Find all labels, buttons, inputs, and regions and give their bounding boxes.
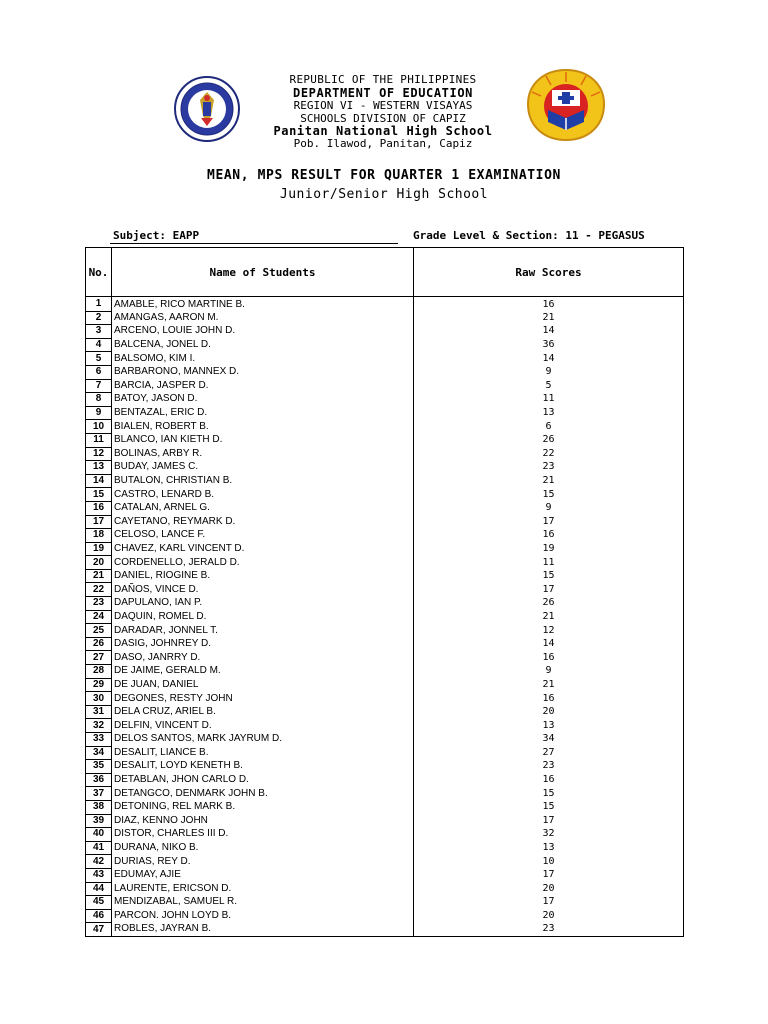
raw-score: 5 [414, 379, 684, 393]
table-row [86, 719, 684, 733]
student-name: DURIAS, REY D. [112, 855, 414, 869]
table-row [86, 828, 684, 842]
raw-score: 10 [414, 855, 684, 869]
student-name: CHAVEZ, KARL VINCENT D. [112, 542, 414, 556]
table-row [86, 637, 684, 651]
table-row [86, 923, 684, 937]
raw-score: 21 [414, 311, 684, 325]
table-row [86, 393, 684, 407]
raw-score: 34 [414, 733, 684, 747]
table-row [86, 515, 684, 529]
row-number: 36 [86, 773, 112, 787]
row-number: 32 [86, 719, 112, 733]
student-name: AMANGAS, AARON M. [112, 311, 414, 325]
raw-score: 16 [414, 651, 684, 665]
student-name: DANIEL, RIOGINE B. [112, 569, 414, 583]
subject-underline [110, 243, 398, 244]
row-number: 47 [86, 923, 112, 937]
student-name: LAURENTE, ERICSON D. [112, 882, 414, 896]
table-row [86, 855, 684, 869]
raw-score: 21 [414, 474, 684, 488]
row-number: 2 [86, 311, 112, 325]
subject-label: Subject: EAPP [113, 229, 200, 242]
col-header-no: No. [86, 248, 112, 297]
student-name: DURANA, NIKO B. [112, 841, 414, 855]
raw-score: 23 [414, 923, 684, 937]
row-number: 31 [86, 705, 112, 719]
row-number: 28 [86, 665, 112, 679]
student-name: DAÑOS, VINCE D. [112, 583, 414, 597]
student-name: DE JUAN, DANIEL [112, 678, 414, 692]
student-name: DASIG, JOHNREY D. [112, 637, 414, 651]
row-number: 7 [86, 379, 112, 393]
row-number: 22 [86, 583, 112, 597]
raw-score: 16 [414, 773, 684, 787]
table-row [86, 311, 684, 325]
table-row [86, 787, 684, 801]
row-number: 1 [86, 297, 112, 312]
scores-table [85, 247, 684, 937]
raw-score: 9 [414, 665, 684, 679]
student-name: DESALIT, LIANCE B. [112, 746, 414, 760]
row-number: 10 [86, 420, 112, 434]
raw-score: 23 [414, 760, 684, 774]
table-row [86, 597, 684, 611]
student-name: ARCEÑO, LOUIE JOHN D. [112, 325, 414, 339]
col-header-name: Name of Students [112, 248, 414, 297]
raw-score: 13 [414, 841, 684, 855]
student-name: PARCON. JOHN LOYD B. [112, 909, 414, 923]
row-number: 15 [86, 488, 112, 502]
raw-score: 14 [414, 637, 684, 651]
table-row [86, 746, 684, 760]
raw-score: 26 [414, 433, 684, 447]
row-number: 3 [86, 325, 112, 339]
student-name: DE JAIME, GERALD M. [112, 665, 414, 679]
row-number: 23 [86, 597, 112, 611]
row-number: 14 [86, 474, 112, 488]
row-number: 6 [86, 365, 112, 379]
raw-score: 17 [414, 515, 684, 529]
school-address: Pob. Ilawod, Panitan, Capiz [293, 137, 473, 150]
table-row [86, 338, 684, 352]
student-name: BATOY, JASON D. [112, 393, 414, 407]
student-name: BUDAY, JAMES C. [112, 461, 414, 475]
student-name: AMABLE, RICO MARTINE B. [112, 297, 414, 312]
row-number: 12 [86, 447, 112, 461]
raw-score: 14 [414, 325, 684, 339]
row-number: 41 [86, 841, 112, 855]
col-header-score: Raw Scores [414, 248, 684, 297]
raw-score: 32 [414, 828, 684, 842]
raw-score: 12 [414, 624, 684, 638]
table-row [86, 733, 684, 747]
table-row [86, 814, 684, 828]
row-number: 26 [86, 637, 112, 651]
school-name: Panitan National High School [273, 124, 493, 138]
division-heading: SCHOOLS DIVISION OF CAPIZ [300, 112, 466, 125]
table-row [86, 406, 684, 420]
row-number: 39 [86, 814, 112, 828]
row-number: 25 [86, 624, 112, 638]
raw-score: 22 [414, 447, 684, 461]
table-row [86, 352, 684, 366]
school-logo [526, 68, 606, 142]
row-number: 33 [86, 733, 112, 747]
raw-score: 16 [414, 692, 684, 706]
student-name: BENTAZAL, ERIC D. [112, 406, 414, 420]
table-row [86, 325, 684, 339]
table-row [86, 882, 684, 896]
table-row [86, 433, 684, 447]
row-number: 29 [86, 678, 112, 692]
row-number: 18 [86, 529, 112, 543]
table-row [86, 365, 684, 379]
table-row [86, 474, 684, 488]
student-name: DIAZ, KENNO JOHN [112, 814, 414, 828]
student-name: BIALEN, ROBERT B. [112, 420, 414, 434]
row-number: 24 [86, 610, 112, 624]
table-row [86, 841, 684, 855]
raw-score: 17 [414, 814, 684, 828]
row-number: 43 [86, 868, 112, 882]
raw-score: 6 [414, 420, 684, 434]
raw-score: 20 [414, 909, 684, 923]
table-row [86, 583, 684, 597]
raw-score: 11 [414, 393, 684, 407]
student-name: CASTRO, LENARD B. [112, 488, 414, 502]
table-row [86, 800, 684, 814]
student-name: DAPULANO, IAN P. [112, 597, 414, 611]
department-heading: DEPARTMENT OF EDUCATION [293, 86, 473, 100]
student-name: CELOSO, LANCE F. [112, 529, 414, 543]
table-row [86, 705, 684, 719]
raw-score: 13 [414, 406, 684, 420]
row-number: 13 [86, 461, 112, 475]
raw-score: 9 [414, 501, 684, 515]
raw-score: 17 [414, 868, 684, 882]
row-number: 30 [86, 692, 112, 706]
raw-score: 9 [414, 365, 684, 379]
row-number: 40 [86, 828, 112, 842]
student-name: DESALIT, LOYD KENETH B. [112, 760, 414, 774]
table-row [86, 297, 684, 312]
table-row [86, 624, 684, 638]
table-row [86, 692, 684, 706]
row-number: 34 [86, 746, 112, 760]
raw-score: 13 [414, 719, 684, 733]
raw-score: 15 [414, 787, 684, 801]
table-row [86, 610, 684, 624]
row-number: 27 [86, 651, 112, 665]
student-name: DELOS SANTOS, MARK JAYRUM D. [112, 733, 414, 747]
row-number: 17 [86, 515, 112, 529]
republic-heading: REPUBLIC OF THE PHILIPPINES [289, 73, 477, 86]
student-name: DASO, JANRRY D. [112, 651, 414, 665]
student-name: DARADAR, JONNEL T. [112, 624, 414, 638]
student-name: ROBLES, JAYRAN B. [112, 923, 414, 937]
table-row [86, 461, 684, 475]
row-number: 44 [86, 882, 112, 896]
student-name: MENDIZABAL, SAMUEL R. [112, 896, 414, 910]
student-name: BALCENA, JONEL D. [112, 338, 414, 352]
raw-score: 17 [414, 896, 684, 910]
raw-score: 11 [414, 556, 684, 570]
student-name: DETONING, REL MARK B. [112, 800, 414, 814]
raw-score: 17 [414, 583, 684, 597]
student-name: EDUMAY, AJIE [112, 868, 414, 882]
raw-score: 15 [414, 569, 684, 583]
table-row [86, 868, 684, 882]
raw-score: 15 [414, 488, 684, 502]
raw-score: 36 [414, 338, 684, 352]
row-number: 11 [86, 433, 112, 447]
student-name: DELFIN, VINCENT D. [112, 719, 414, 733]
table-row [86, 447, 684, 461]
row-number: 38 [86, 800, 112, 814]
table-row [86, 909, 684, 923]
row-number: 16 [86, 501, 112, 515]
student-name: DETANGCO, DENMARK JOHN B. [112, 787, 414, 801]
row-number: 37 [86, 787, 112, 801]
student-name: DELA CRUZ, ARIEL B. [112, 705, 414, 719]
student-name: BARCIA, JASPER D. [112, 379, 414, 393]
student-name: CATALAN, ARNEL G. [112, 501, 414, 515]
student-name: BOLINAS, ARBY R. [112, 447, 414, 461]
table-row [86, 678, 684, 692]
row-number: 4 [86, 338, 112, 352]
raw-score: 20 [414, 705, 684, 719]
grade-section-label: Grade Level & Section: 11 - PEGASUS [413, 229, 645, 242]
table-row [86, 569, 684, 583]
report-title: MEAN, MPS RESULT FOR QUARTER 1 EXAMINATION [207, 168, 561, 183]
raw-score: 16 [414, 297, 684, 312]
student-name: BLANCO, IAN KIETH D. [112, 433, 414, 447]
row-number: 8 [86, 393, 112, 407]
row-number: 46 [86, 909, 112, 923]
student-name: DETABLAN, JHON CARLO D. [112, 773, 414, 787]
student-name: DEGONES, RESTY JOHN [112, 692, 414, 706]
raw-score: 14 [414, 352, 684, 366]
report-subtitle: Junior/Senior High School [279, 187, 489, 202]
raw-score: 21 [414, 678, 684, 692]
raw-score: 27 [414, 746, 684, 760]
student-name: BARBARONO, MANNEX D. [112, 365, 414, 379]
table-row [86, 501, 684, 515]
student-name: CORDENELLO, JERALD D. [112, 556, 414, 570]
raw-score: 20 [414, 882, 684, 896]
raw-score: 16 [414, 529, 684, 543]
raw-score: 19 [414, 542, 684, 556]
table-row [86, 665, 684, 679]
row-number: 20 [86, 556, 112, 570]
row-number: 19 [86, 542, 112, 556]
student-name: CAYETANO, REYMARK D. [112, 515, 414, 529]
region-heading: REGION VI - WESTERN VISAYAS [293, 99, 473, 112]
row-number: 9 [86, 406, 112, 420]
student-name: DAQUIN, ROMEL D. [112, 610, 414, 624]
table-row [86, 542, 684, 556]
raw-score: 26 [414, 597, 684, 611]
student-name: DISTOR, CHARLES III D. [112, 828, 414, 842]
table-row [86, 488, 684, 502]
table-row [86, 420, 684, 434]
raw-score: 23 [414, 461, 684, 475]
table-body [86, 297, 684, 937]
table-row [86, 896, 684, 910]
student-name: BUTALON, CHRISTIAN B. [112, 474, 414, 488]
table-row [86, 556, 684, 570]
student-name: BALSOMO, KIM I. [112, 352, 414, 366]
table-row [86, 379, 684, 393]
row-number: 21 [86, 569, 112, 583]
table-row [86, 773, 684, 787]
table-row [86, 760, 684, 774]
row-number: 5 [86, 352, 112, 366]
row-number: 42 [86, 855, 112, 869]
table-header-row [86, 248, 684, 297]
row-number: 45 [86, 896, 112, 910]
table-row [86, 529, 684, 543]
raw-score: 15 [414, 800, 684, 814]
raw-score: 21 [414, 610, 684, 624]
row-number: 35 [86, 760, 112, 774]
table-row [86, 651, 684, 665]
